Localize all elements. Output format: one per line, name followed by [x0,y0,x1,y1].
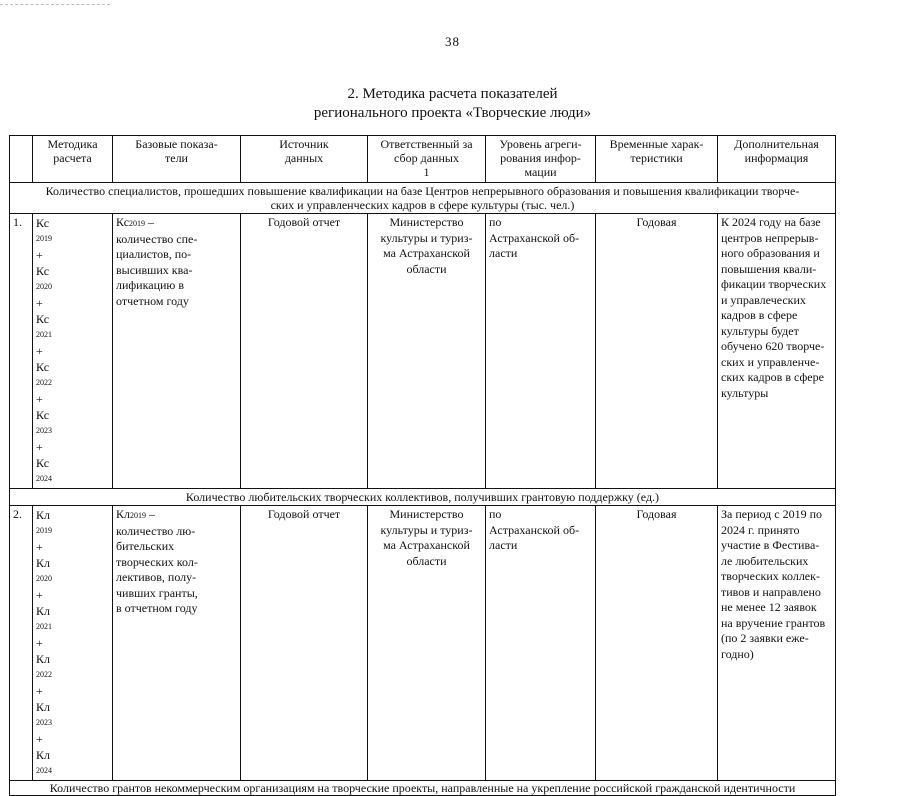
section-row-3 [10,781,836,796]
section-row-1 [10,183,836,214]
header-time: Временные харак- теристики [596,136,718,183]
source-cell: Годовой отчет [241,506,368,781]
header-num [10,136,33,183]
time-cell: Годовая [596,214,718,489]
formula-cell: Кл 2019 + Кл 2020 + Кл 2021 + Кл 2022 + Кл 2023 + Кл 2024 [33,506,113,781]
header-level: Уровень агреги- рования инфор- мации [486,136,596,183]
base-indicator-cell: Кл2019 – количество лю- бительских творческих кол- лективов, полу- чивших гранты, в отчетном году [113,506,241,781]
row-number: 2. [10,506,33,781]
header-info: Дополнительная информация [718,136,836,183]
section-row-2 [10,489,836,506]
header-method: Методика расчета [33,136,113,183]
row-number: 1. [10,214,33,489]
source-cell: Годовой отчет [241,214,368,489]
level-cell: по Астраханской об- ласти [486,214,596,489]
table-row-2 [10,506,836,781]
scan-artifact-line [0,4,110,5]
section-title-1: Количество специалистов, прошедших повышение квалификации на базе Центров непрерывного образования и повышения квалификации творче- ских и управленческих кадров в сфере культуры (тыс. чел.) [10,183,836,214]
formula-cell: Кс 2019 + Кс 2020 + Кс 2021 + Кс 2022 + Кс 2023 + Кс 2024 [33,214,113,489]
base-indicator-cell: Кс2019 – количество спе- циалистов, по- высивших ква- лификацию в отчетном году [113,214,241,489]
section-title-3: Количество грантов некоммерческим организациям на творческие проекты, направленные на укрепление российской гражданской идентичности [10,781,836,796]
header-source: Источник данных [241,136,368,183]
level-cell: по Астраханской об- ласти [486,506,596,781]
time-cell: Годовая [596,506,718,781]
responsible-cell: Министерство культуры и туриз- ма Астраханской области [368,214,486,489]
title-line-1: 2. Методика расчета показателей [347,86,558,102]
responsible-cell: Министерство культуры и туриз- ма Астраханской области [368,506,486,781]
title-line-2: регионального проекта «Творческие люди» [313,105,592,121]
indicators-table [9,135,836,796]
document-title [0,85,905,123]
info-cell: За период с 2019 по 2024 г. принято участие в Фестива- ле любительских творческих коллек- тивов и направлено не менее 12 заявок на вручение грантов (по 2 заявки еже- годно) [718,506,836,781]
header-base: Базовые показа- тели [113,136,241,183]
info-cell: К 2024 году на базе центров непрерыв- ного образования и повышения квали- фикации творческих и управлеческих кадров в сфере культуры будет обучено 620 творче- ских и управленче- ских кадров в сфере культуры [718,214,836,489]
table-header-row [10,136,836,183]
section-title-2: Количество любительских творческих коллективов, получивших грантовую поддержку (ед.) [10,489,836,506]
table-row-1 [10,214,836,489]
page-number: 38 [445,34,460,49]
header-responsible: Ответственный за сбор данных 1 [368,136,486,183]
